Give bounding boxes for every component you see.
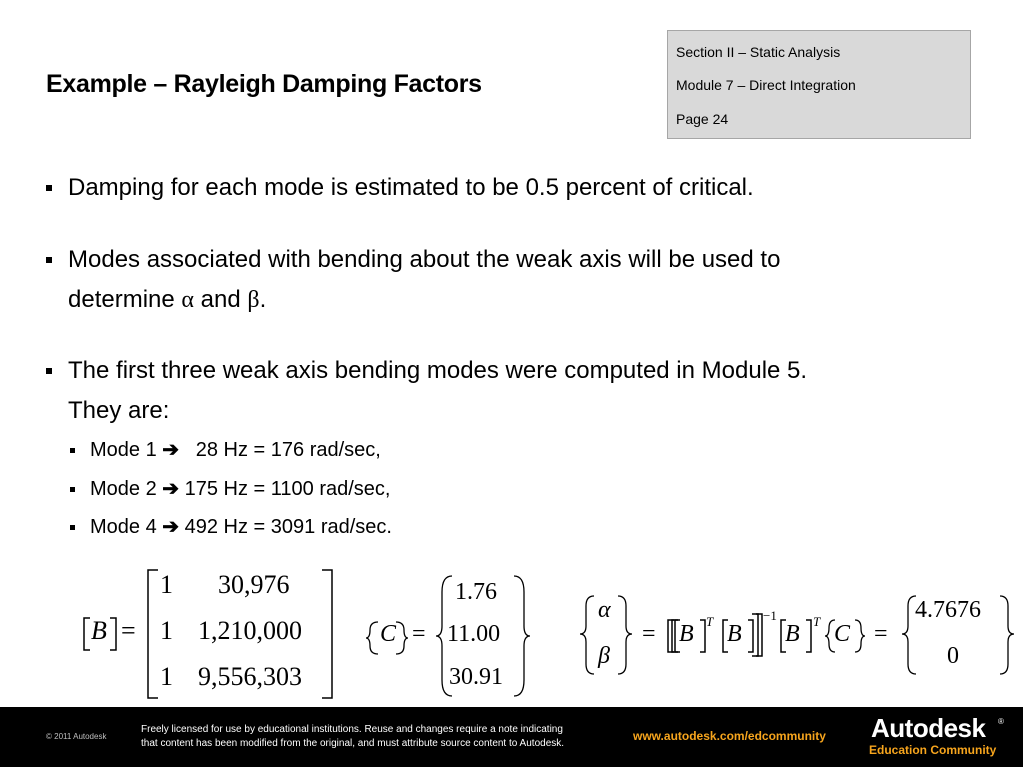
text-determine: determine — [68, 286, 182, 313]
vector-cell: 11.00 — [447, 621, 501, 647]
equals-sign: = — [412, 621, 426, 647]
mode-value: 492 Hz = 3091 rad/sec. — [184, 516, 392, 538]
bullet-text: Damping for each mode is estimated to be 0.5 percent of critical. — [68, 174, 754, 201]
bullet-marker — [46, 368, 52, 374]
mode-text — [90, 513, 392, 541]
arrow-icon: ➔ — [162, 478, 180, 500]
arrow-icon: ➔ — [162, 516, 180, 538]
mode-value: 175 Hz = 1100 rad/sec, — [184, 478, 391, 500]
sub-bullet-marker — [70, 487, 75, 492]
section-info-box — [667, 30, 971, 139]
matrix-b-symbol: B — [785, 621, 800, 647]
matrix-cell: 1 — [160, 570, 173, 599]
equals-sign: = — [642, 621, 656, 647]
mode-value: 28 Hz = 176 rad/sec, — [184, 439, 381, 461]
vector-c-symbol: C — [834, 621, 851, 647]
slide-title: Example – Rayleigh Damping Factors — [46, 70, 482, 98]
vector-cell: 1.76 — [455, 579, 497, 605]
result-beta-value: 0 — [947, 643, 959, 669]
sub-bullet-marker — [70, 525, 75, 530]
arrow-icon: ➔ — [162, 439, 180, 461]
community-url-link[interactable]: www.autodesk.com/edcommunity — [633, 729, 826, 743]
transpose-superscript: T — [706, 614, 714, 629]
text-and: and — [193, 286, 248, 313]
footer-bar — [0, 707, 1023, 767]
mode-text — [90, 475, 390, 503]
vector-c-name: C — [380, 621, 397, 647]
license-line-2: that content has been modified from the original, and must attribute source content to Autodesk. — [141, 738, 565, 749]
beta-symbol: β — [247, 287, 260, 313]
matrix-b-symbol: B — [727, 621, 742, 647]
matrix-b-name: B — [91, 616, 107, 645]
matrix-cell: 1 — [160, 662, 173, 691]
education-community-label: Education Community — [869, 743, 997, 757]
copyright-text: © 2011 Autodesk — [46, 732, 107, 741]
module-line: Module 7 – Direct Integration — [676, 77, 856, 93]
license-line-1: Freely licensed for use by educational institutions. Reuse and changes require a note indicating — [141, 724, 563, 735]
inverse-superscript: −1 — [763, 608, 777, 623]
bullet-text: Modes associated with bending about the weak axis will be used to — [68, 246, 781, 273]
equals-sign: = — [121, 616, 136, 645]
mode-label: Mode 1 — [90, 439, 157, 461]
alpha-symbol: α — [598, 597, 611, 623]
alpha-symbol: α — [181, 287, 194, 313]
bullet-marker — [46, 185, 52, 191]
autodesk-logo: Autodesk — [871, 713, 986, 743]
sub-bullet-marker — [70, 448, 75, 453]
matrix-cell: 1,210,000 — [198, 616, 302, 645]
matrix-cell: 9,556,303 — [198, 662, 302, 691]
equals-sign: = — [874, 621, 888, 647]
bullet-text-cont — [68, 280, 266, 320]
page-line: Page 24 — [676, 111, 729, 127]
result-alpha-value: 4.7676 — [915, 597, 981, 623]
bullet-marker — [46, 257, 52, 263]
mode-text — [90, 436, 381, 464]
bullet-text: The first three weak axis bending modes were computed in Module 5. — [68, 357, 808, 384]
text-period: . — [259, 286, 267, 313]
vector-cell: 30.91 — [449, 664, 503, 690]
matrix-b-symbol: B — [679, 621, 694, 647]
transpose-superscript: T — [813, 614, 821, 629]
registered-mark: ® — [998, 717, 1004, 726]
matrix-cell: 30,976 — [218, 570, 290, 599]
mode-label: Mode 2 — [90, 478, 157, 500]
mode-label: Mode 4 — [90, 516, 157, 538]
section-line: Section II – Static Analysis — [676, 44, 841, 60]
matrix-cell: 1 — [160, 616, 173, 645]
bullet-text-cont: They are: — [68, 397, 170, 424]
beta-symbol: β — [598, 643, 610, 669]
